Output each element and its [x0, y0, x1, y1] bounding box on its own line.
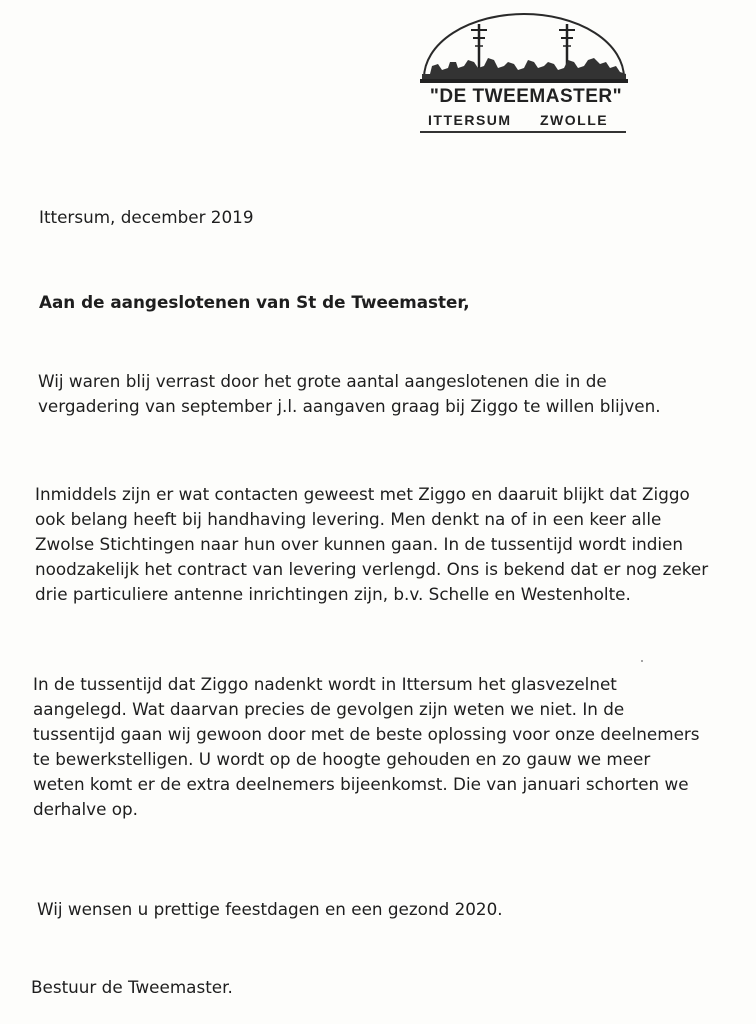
paragraph-2	[35, 482, 708, 607]
paragraph-3-line: aangelegd. Wat daarvan precies de gevolgen zijn weten we niet. In de	[33, 699, 625, 719]
place-and-date: Ittersum, december 2019	[39, 207, 254, 227]
signature: Bestuur de Tweemaster.	[31, 977, 233, 997]
scan-speck	[641, 660, 643, 662]
logo-underline	[420, 131, 626, 133]
paragraph-2-line: ook belang heeft bij handhaving levering. Men denkt na of in een keer alle	[35, 509, 662, 529]
paragraph-3-line: tussentijd gaan wij gewoon door met de beste oplossing voor onze deelnemers	[33, 724, 700, 744]
paragraph-2-line: drie particuliere antenne inrichtingen zijn, b.v. Schelle en Westenholte.	[35, 584, 631, 604]
paragraph-1-line: Wij waren blij verrast door het grote aantal aangeslotenen die in de	[38, 371, 607, 391]
logo-organization-name: "DE TWEEMASTER"	[429, 86, 623, 107]
paragraph-3-line: te bewerkstelligen. U wordt op de hoogte gehouden en zo gauw we meer	[33, 749, 651, 769]
letterhead-logo	[412, 8, 636, 132]
paragraph-3-line: derhalve op.	[33, 799, 139, 819]
paragraph-2-line: noodzakelijk het contract van levering verlengd. Ons is bekend dat er nog zeker	[35, 559, 709, 579]
paragraph-2-line: Zwolse Stichtingen naar hun over kunnen gaan. In de tussentijd wordt indien	[35, 534, 684, 554]
paragraph-2-line: Inmiddels zijn er wat contacten geweest met Ziggo en daaruit blijkt dat Ziggo	[35, 484, 690, 504]
paragraph-1-line: vergadering van september j.l. aangaven graag bij Ziggo te willen blijven.	[38, 396, 661, 416]
salutation: Aan de aangeslotenen van St de Tweemaster,	[39, 292, 470, 312]
paragraph-1	[38, 369, 661, 419]
logo-place-zwolle: ZWOLLE	[540, 112, 609, 128]
paragraph-3	[33, 672, 700, 822]
logo-place-ittersum: ITTERSUM	[428, 112, 512, 128]
logo-emblem-icon	[412, 8, 636, 88]
paragraph-3-line: weten komt er de extra deelnemers bijeenkomst. Die van januari schorten we	[33, 774, 689, 794]
closing-wishes: Wij wensen u prettige feestdagen en een gezond 2020.	[37, 899, 503, 919]
paragraph-3-line: In de tussentijd dat Ziggo nadenkt wordt in Ittersum het glasvezelnet	[33, 674, 617, 694]
